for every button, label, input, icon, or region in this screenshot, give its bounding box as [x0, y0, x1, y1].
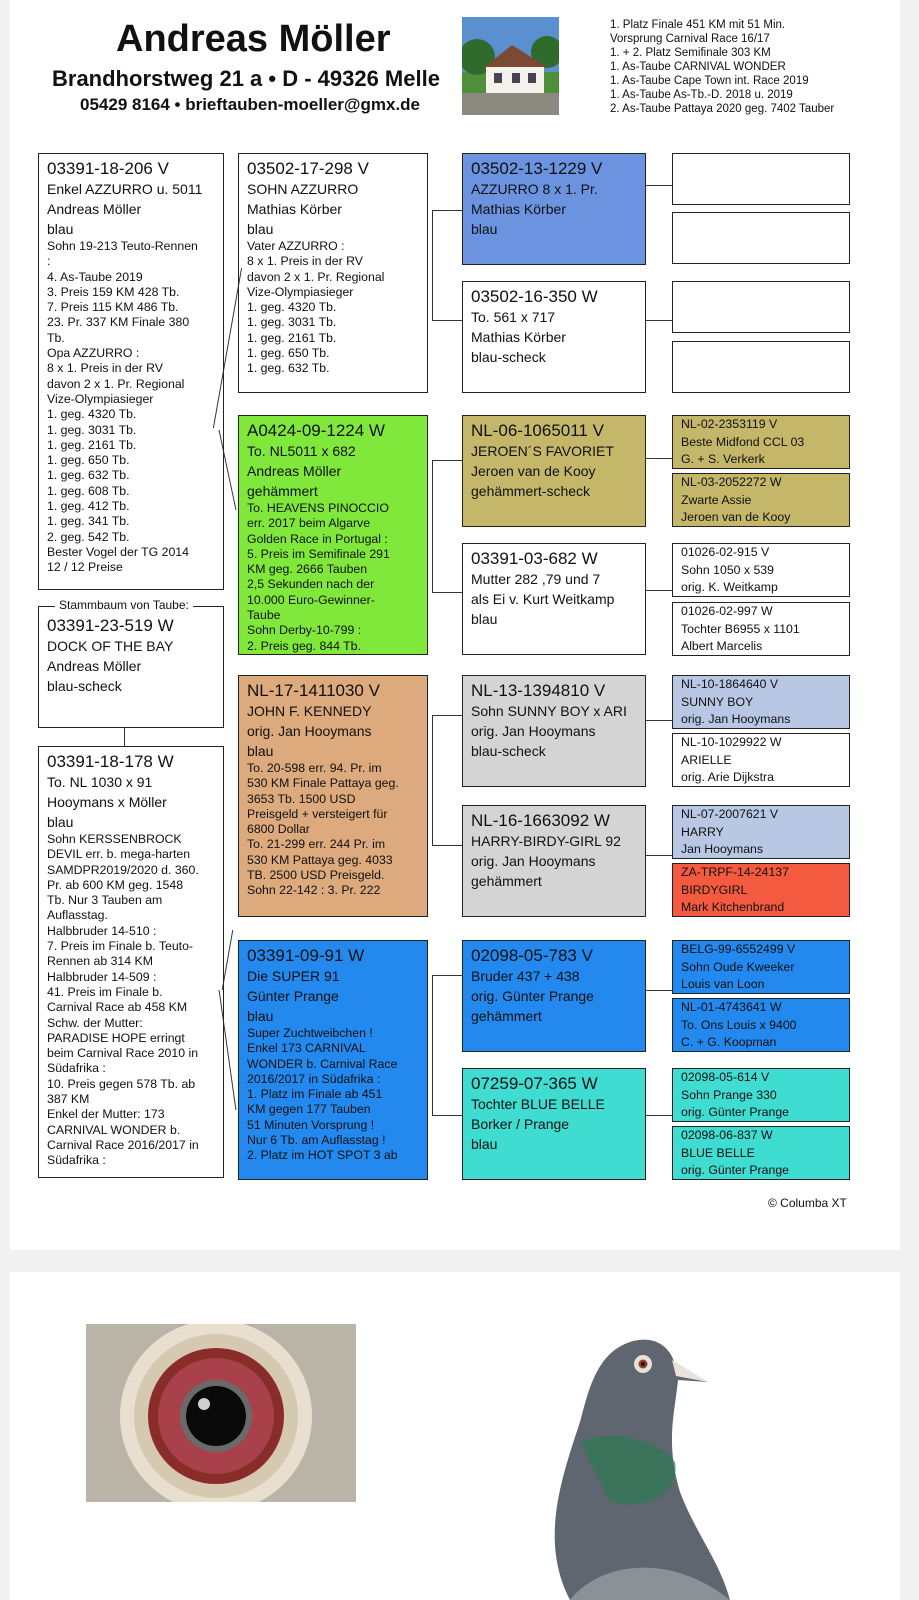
ancestor-line: BELG-99-6552499 V: [681, 942, 796, 956]
ancestor-card: [672, 473, 850, 527]
note-line: 1. geg. 4320 Tb.: [247, 300, 337, 315]
note-line: 530 KM Finale Pattaya geg.: [247, 776, 399, 791]
note-line: 7. Preis im Finale b. Teuto-: [47, 939, 194, 954]
mother-info: To. NL 1030 x 91: [47, 774, 153, 790]
pigeon-name: To. 561 x 717: [471, 309, 556, 325]
note-line: Vize-Olympiasieger: [47, 391, 154, 406]
pigeon-name: Mutter 282 ,79 und 7: [471, 571, 601, 587]
ancestor-line: G. + S. Verkerk: [681, 452, 765, 466]
note-line: Halbbruder 14-510 :: [47, 923, 157, 938]
house-photo: [462, 17, 559, 115]
photo-panel: [10, 1272, 900, 1600]
ring-number: NL-06-1065011 V: [471, 421, 604, 440]
note-line: DEVIL err. b. mega-harten: [47, 847, 191, 862]
breeder: Günter Prange: [247, 988, 339, 1004]
grandparent-card: [238, 675, 428, 917]
pigeon-name: To. NL5011 x 682: [247, 443, 356, 459]
ancestor-line: orig. Arie Dijkstra: [681, 770, 774, 784]
ancestor-line: Mark Kitchenbrand: [681, 900, 785, 914]
note-line: 10. Preis gegen 578 Tb. ab: [47, 1076, 196, 1091]
great-grandparent-card: [462, 153, 646, 265]
ancestor-card: [672, 675, 850, 729]
pigeon-name: Tochter BLUE BELLE: [471, 1096, 605, 1112]
ancestor-card: [672, 998, 850, 1052]
ancestor-line: NL-10-1864640 V: [681, 677, 779, 691]
note-line: Carnival Race 2016/2017 in: [47, 1137, 199, 1152]
note-line: 2. Preis geg. 844 Tb.: [247, 638, 361, 653]
pigeon-color: blau: [471, 221, 498, 237]
ancestor-card: [672, 543, 850, 597]
note-line: Südafrika :: [47, 1061, 106, 1076]
ancestor-line: Albert Marcelis: [681, 639, 763, 653]
subject-name: DOCK OF THE BAY: [47, 638, 174, 654]
note-line: 3653 Tb. 1500 USD: [247, 791, 356, 806]
eye-photo: [86, 1324, 356, 1502]
ancestor-line: Beste Midfond CCL 03: [681, 434, 805, 449]
father-ring: 03391-18-206 V: [47, 159, 169, 178]
subject-legend: Stammbaum von Taube:: [55, 598, 193, 612]
achievement-line: Vorsprung Carnival Race 16/17: [610, 33, 770, 45]
note-line: 51 Minuten Vorsprung !: [247, 1117, 375, 1132]
ancestor-line: Louis van Loon: [681, 977, 765, 991]
breeder: Jeroen van de Kooy: [471, 463, 596, 479]
pigeon-name: SOHN AZZURRO: [247, 181, 359, 197]
mother-info: Hooymans x Möller: [47, 794, 167, 810]
note-line: Sohn Derby-10-799 :: [247, 623, 362, 638]
pigeon-color: blau-scheck: [471, 743, 546, 759]
ancestor-line: Tochter B6955 x 1101: [681, 621, 800, 636]
owner-address: Brandhorstweg 21 a • D - 49326 Melle: [52, 66, 440, 91]
achievement-line: 2. As-Taube Pattaya 2020 geg. 7402 Tauber: [610, 103, 835, 115]
note-line: 387 KM: [47, 1092, 90, 1107]
gp-notes: [247, 239, 419, 377]
grandparent-card: [238, 415, 428, 655]
gp-notes: [247, 761, 419, 899]
breeder: orig. Jan Hooymans: [471, 853, 596, 869]
grandparent-card: [238, 153, 428, 393]
ancestor-line: Sohn Prange 330: [681, 1087, 777, 1102]
note-line: To. HEAVENS PINOCCIO: [247, 501, 389, 515]
pigeon-color: gehämmert-scheck: [471, 483, 591, 499]
grandparent-card: [238, 940, 428, 1180]
copyright: © Columba XT: [768, 1196, 847, 1210]
ring-number: 07259-07-365 W: [471, 1074, 598, 1093]
mother-notes: [47, 832, 215, 1169]
note-line: Carnival Race ab 458 KM: [47, 1000, 188, 1015]
note-line: 10.000 Euro-Gewinner-: [247, 592, 375, 607]
achievement-line: 1. As-Taube As-Tb.-D. 2018 u. 2019: [610, 89, 793, 101]
pigeon-photo: [450, 1302, 730, 1600]
ancestor-line: Sohn 1050 x 539: [681, 562, 774, 577]
father-notes: [47, 239, 215, 576]
ancestor-line: NL-03-2052272 W: [681, 475, 782, 489]
pigeon-color: gehämmert: [471, 1008, 542, 1024]
mother-card: [38, 746, 224, 1178]
pigeon-color: blau: [247, 1008, 274, 1024]
note-line: 7. Preis 115 KM 486 Tb.: [47, 300, 179, 315]
note-line: Opa AZZURRO :: [47, 346, 140, 361]
note-line: KM geg. 2666 Tauben: [247, 562, 368, 577]
note-line: err. 2017 beim Algarve: [247, 516, 371, 531]
note-line: 41. Preis im Finale b.: [47, 984, 163, 999]
ancestor-card: [672, 940, 850, 994]
mother-ring: 03391-18-178 W: [47, 752, 174, 771]
great-grandparent-card: [462, 1068, 646, 1180]
ring-number: 03502-17-298 V: [247, 159, 369, 178]
ancestor-card: [672, 733, 850, 787]
breeder: orig. Günter Prange: [471, 988, 594, 1004]
ancestor-card: [672, 805, 850, 859]
note-line: beim Carnival Race 2010 in: [47, 1046, 199, 1061]
ancestor-line: C. + G. Koopman: [681, 1035, 777, 1049]
great-grandparent-card: [462, 675, 646, 787]
note-line: Sohn 19-213 Teuto-Rennen: [47, 239, 198, 253]
note-line: 23. Pr. 337 KM Finale 380: [47, 315, 190, 330]
great-grandparent-card: [462, 415, 646, 527]
great-grandparent-card: [462, 281, 646, 393]
note-line: 2. Platz im HOT SPOT 3 ab: [247, 1148, 398, 1163]
ancestor-card: [672, 153, 850, 205]
great-grandparent-card: [462, 940, 646, 1052]
ancestor-line: BLUE BELLE: [681, 1145, 755, 1160]
note-line: 530 KM Pattaya geg. 4033: [247, 852, 393, 867]
ancestor-line: 02098-05-614 V: [681, 1070, 770, 1084]
pigeon-name: HARRY-BIRDY-GIRL 92: [471, 833, 621, 849]
pedigree-sheet: [10, 0, 900, 1250]
ancestor-line: 01026-02-997 W: [681, 604, 773, 618]
note-line: TB. 2500 USD Preisgeld.: [247, 868, 385, 883]
note-line: Bester Vogel der TG 2014: [47, 544, 189, 559]
subject-ring: 03391-23-519 W: [47, 616, 174, 635]
subject-card: [38, 606, 224, 728]
note-line: Vize-Olympiasieger: [247, 284, 354, 299]
note-line: 2,5 Sekunden nach der: [247, 577, 375, 592]
pigeon-name: Sohn SUNNY BOY x ARI: [471, 703, 627, 719]
ancestor-card: [672, 1068, 850, 1122]
breeder: Andreas Möller: [247, 463, 342, 479]
owner-name: Andreas Möller: [116, 18, 391, 60]
breeder: Borker / Prange: [471, 1116, 570, 1132]
mother-info: blau: [47, 814, 74, 830]
ancestor-line: SUNNY BOY: [681, 694, 754, 709]
note-line: Auflasstag.: [47, 908, 108, 923]
note-line: Südafrika :: [47, 1153, 106, 1168]
note-line: 1. Platz im Finale ab 451: [247, 1087, 383, 1102]
note-line: Tb. Nur 3 Tauben am: [47, 893, 163, 908]
breeder: als Ei v. Kurt Weitkamp: [471, 591, 615, 607]
owner-contact: 05429 8164 • brieftauben-moeller@gmx.de: [80, 95, 420, 114]
note-line: 1. geg. 412 Tb.: [47, 499, 130, 514]
pigeon-color: blau: [471, 1136, 498, 1152]
note-line: 1. geg. 341 Tb.: [47, 514, 130, 529]
achievement-line: 1. + 2. Platz Semifinale 303 KM: [610, 47, 771, 59]
gp-notes: [247, 1026, 419, 1164]
ancestor-card: [672, 602, 850, 656]
ancestor-line: Sohn Oude Kweeker: [681, 959, 795, 974]
ancestor-line: 01026-02-915 V: [681, 545, 770, 559]
note-line: 1. geg. 4320 Tb.: [47, 407, 137, 422]
breeder: Mathias Körber: [471, 329, 566, 345]
note-line: 3. Preis 159 KM 428 Tb.: [47, 284, 180, 299]
note-line: CARNIVAL WONDER b.: [47, 1122, 181, 1137]
note-line: Nur 6 Tb. am Auflasstag !: [247, 1133, 386, 1148]
note-line: Preisgeld + versteigert für: [247, 806, 388, 821]
pigeon-name: JEROEN´S FAVORIET: [471, 443, 614, 459]
father-info: Enkel AZZURRO u. 5011: [47, 181, 203, 197]
ring-number: 03502-13-1229 V: [471, 159, 603, 178]
note-line: Vater AZZURRO :: [247, 239, 345, 253]
breeder: Mathias Körber: [247, 201, 342, 217]
ancestor-card: [672, 212, 850, 264]
ring-number: 03502-16-350 W: [471, 287, 598, 306]
achievements-list: [610, 18, 834, 116]
note-line: Taube: [247, 608, 281, 623]
note-line: 8 x 1. Preis in der RV: [247, 254, 363, 269]
ancestor-line: orig. K. Weitkamp: [681, 580, 778, 594]
note-line: 1. geg. 650 Tb.: [247, 346, 330, 361]
ancestor-line: NL-07-2007621 V: [681, 807, 779, 821]
note-line: WONDER b. Carnival Race: [247, 1056, 398, 1071]
note-line: KM gegen 177 Tauben: [247, 1102, 371, 1117]
ancestor-card: [672, 1126, 850, 1180]
father-info: Andreas Möller: [47, 201, 142, 217]
ancestor-card: [672, 341, 850, 393]
ring-number: 03391-09-91 W: [247, 946, 365, 965]
ancestor-line: Jeroen van de Kooy: [681, 510, 791, 524]
pigeon-name: Bruder 437 + 438: [471, 968, 580, 984]
note-line: Schw. der Mutter:: [47, 1015, 143, 1030]
achievement-line: 1. Platz Finale 451 KM mit 51 Min.: [610, 19, 786, 31]
note-line: Sohn 22-142 : 3. Pr. 222: [247, 883, 381, 898]
note-line: 1. geg. 2161 Tb.: [247, 330, 337, 345]
note-line: Super Zuchtweibchen !: [247, 1026, 373, 1040]
great-grandparent-card: [462, 543, 646, 655]
note-line: 2016/2017 in Südafrika :: [247, 1071, 381, 1086]
note-line: 6800 Dollar: [247, 822, 310, 837]
ancestor-card: [672, 863, 850, 917]
great-grandparent-card: [462, 805, 646, 917]
gp-notes: [247, 501, 419, 654]
ring-number: 03391-03-682 W: [471, 549, 598, 568]
pigeon-color: gehämmert: [247, 483, 318, 499]
note-line: Sohn KERSSENBROCK: [47, 832, 182, 846]
note-line: 1. geg. 3031 Tb.: [247, 315, 337, 330]
breeder: orig. Jan Hooymans: [471, 723, 596, 739]
note-line: Enkel 173 CARNIVAL: [247, 1041, 366, 1056]
pigeon-color: blau: [247, 221, 274, 237]
achievement-line: 1. As-Taube CARNIVAL WONDER: [610, 61, 786, 73]
breeder: orig. Jan Hooymans: [247, 723, 372, 739]
note-line: To. 21-299 err. 244 Pr. im: [247, 837, 386, 852]
ancestor-line: ZA-TRPF-14-24137: [681, 865, 789, 879]
subject-breeder: Andreas Möller: [47, 658, 142, 674]
pigeon-color: blau: [471, 611, 498, 627]
ancestor-line: HARRY: [681, 824, 724, 839]
ancestor-line: orig. Günter Prange: [681, 1163, 790, 1177]
note-line: 8 x 1. Preis in der RV: [47, 361, 163, 376]
ancestor-line: ARIELLE: [681, 752, 732, 767]
breeder: Mathias Körber: [471, 201, 566, 217]
ancestor-line: Zwarte Assie: [681, 492, 752, 507]
note-line: 5. Preis im Semifinale 291: [247, 546, 390, 561]
ancestor-line: BIRDYGIRL: [681, 882, 748, 897]
note-line: 1. geg. 3031 Tb.: [47, 422, 137, 437]
ring-number: NL-17-1411030 V: [247, 681, 380, 700]
note-line: To. 20-598 err. 94. Pr. im: [247, 761, 382, 775]
ancestor-line: Jan Hooymans: [681, 842, 764, 856]
note-line: Golden Race in Portugal :: [247, 531, 388, 546]
note-line: Tb.: [47, 330, 65, 345]
ring-number: A0424-09-1224 W: [247, 421, 385, 440]
note-line: Pr. ab 600 KM geg. 1548: [47, 877, 184, 892]
note-line: 12 / 12 Preise: [47, 560, 123, 575]
note-line: PARADISE HOPE erringt: [47, 1030, 185, 1045]
note-line: 1. geg. 650 Tb.: [47, 453, 130, 468]
ring-number: 02098-05-783 V: [471, 946, 593, 965]
note-line: davon 2 x 1. Pr. Regional: [247, 269, 385, 284]
note-line: 1. geg. 608 Tb.: [47, 483, 130, 498]
note-line: davon 2 x 1. Pr. Regional: [47, 376, 185, 391]
note-line: Rennen ab 314 KM: [47, 954, 153, 969]
note-line: 1. geg. 2161 Tb.: [47, 437, 137, 452]
father-card: [38, 153, 224, 590]
ancestor-card: [672, 281, 850, 333]
ancestor-line: To. Ons Louis x 9400: [681, 1017, 797, 1032]
note-line: SAMDPR2019/2020 d. 360.: [47, 862, 199, 877]
father-info: blau: [47, 221, 74, 237]
ancestor-line: 02098-06-837 W: [681, 1128, 773, 1142]
pigeon-name: JOHN F. KENNEDY: [247, 703, 372, 719]
ring-number: NL-16-1663092 W: [471, 811, 610, 830]
ancestor-line: NL-02-2353119 V: [681, 417, 778, 431]
note-line: Halbbruder 14-509 :: [47, 969, 157, 984]
achievement-line: 1. As-Taube Cape Town int. Race 2019: [610, 75, 809, 87]
ancestor-line: orig. Günter Prange: [681, 1105, 790, 1119]
note-line: 1. geg. 632 Tb.: [47, 468, 130, 483]
pigeon-color: blau: [247, 743, 274, 759]
note-line: 4. As-Taube 2019: [47, 269, 143, 284]
ancestor-card: [672, 415, 850, 469]
note-line: 2. geg. 542 Tb.: [47, 529, 130, 544]
ancestor-line: NL-01-4743641 W: [681, 1000, 782, 1014]
pigeon-name: Die SUPER 91: [247, 968, 340, 984]
note-line: :: [47, 254, 51, 269]
ring-number: NL-13-1394810 V: [471, 681, 606, 700]
note-line: 1. geg. 632 Tb.: [247, 361, 330, 376]
pigeon-name: AZZURRO 8 x 1. Pr.: [471, 181, 598, 197]
ancestor-line: NL-10-1029922 W: [681, 735, 782, 749]
pigeon-color: gehämmert: [471, 873, 542, 889]
subject-color: blau-scheck: [47, 678, 122, 694]
pigeon-color: blau-scheck: [471, 349, 546, 365]
ancestor-line: orig. Jan Hooymans: [681, 712, 791, 726]
note-line: Enkel der Mutter: 173: [47, 1107, 165, 1122]
